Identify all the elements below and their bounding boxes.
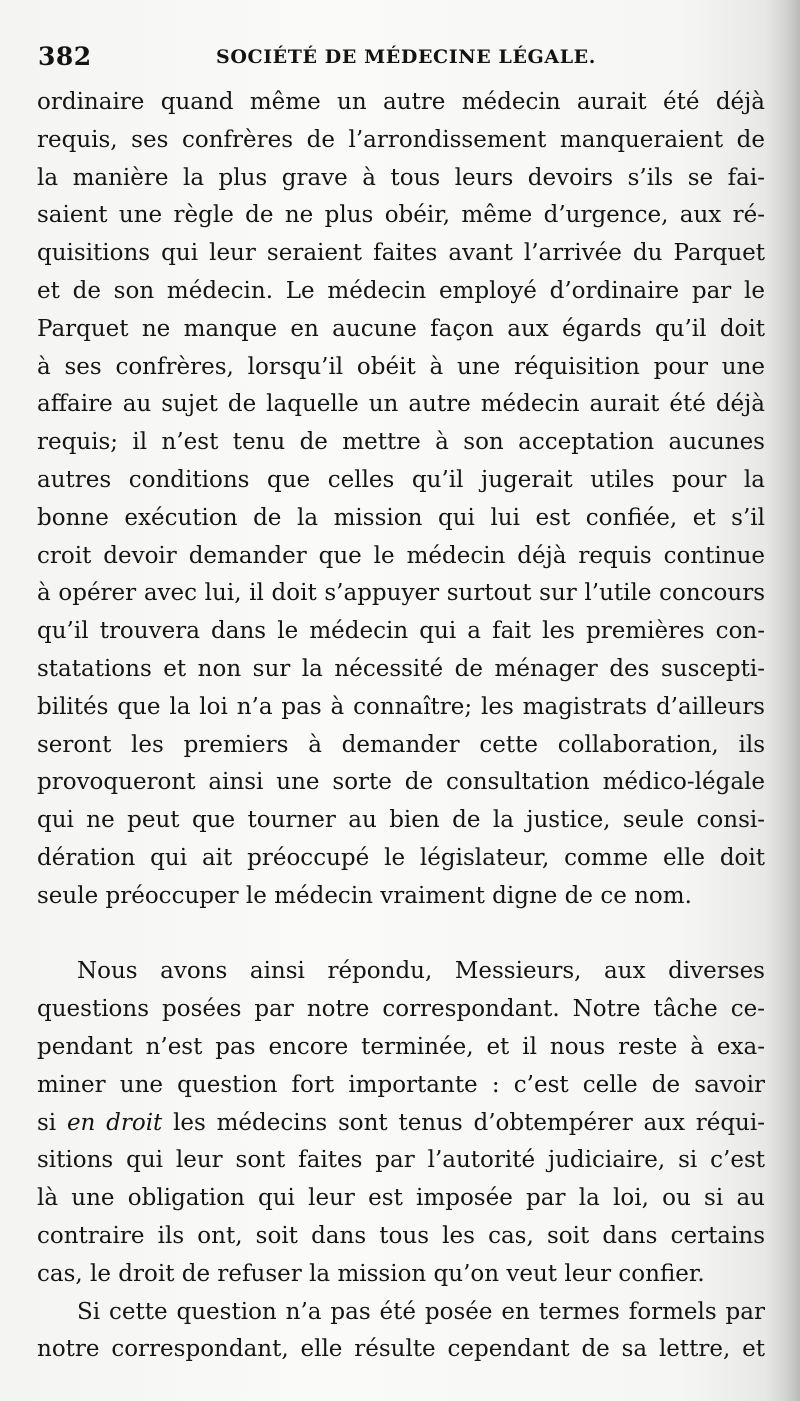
text-line: croit devoir demander que le médecin déjà requis continue <box>37 542 765 569</box>
text-line: et de son médecin. Le médecin employé d’ordinaire par le <box>37 277 765 304</box>
text-line: ordinaire quand même un autre médecin aurait été déjà <box>37 89 765 115</box>
text-line: miner une question fort importante : c’est celle de savoir <box>37 1071 765 1098</box>
running-head: SOCIÉTÉ DE MÉDECINE LÉGALE. <box>216 46 596 68</box>
text-line: requis; il n’est tenu de mettre à son acceptation aucunes <box>37 429 765 456</box>
text-line: à ses confrères, lorsqu’il obéit à une réquisition pour une <box>37 353 765 380</box>
text-line: notre correspondant, elle résulte cependant de sa lettre, et <box>37 1336 765 1363</box>
text-line: affaire au sujet de laquelle un autre médecin aurait été déjà <box>37 391 765 418</box>
text-line: provoqueront ainsi une sorte de consultation médico-légale <box>37 769 765 796</box>
text-line: saient une règle de ne plus obéir, même d’urgence, aux ré- <box>37 202 765 229</box>
paragraph <box>37 953 765 1293</box>
paragraph <box>37 84 765 916</box>
text-line: la manière la plus grave à tous leurs devoirs s’ils se fai- <box>37 164 765 191</box>
text-line: à opérer avec lui, il doit s’appuyer surtout sur l’utile concours <box>37 580 765 607</box>
text-line: Nous avons ainsi répondu, Messieurs, aux diverses <box>77 958 765 985</box>
text-line: si en droit les médecins sont tenus d’obtempérer aux réqui- <box>37 1109 765 1136</box>
page-header <box>38 42 768 76</box>
text-line: qui ne peut que tourner au bien de la justice, seule consi- <box>37 807 765 834</box>
body-text <box>37 84 765 1369</box>
text-line: qu’il trouvera dans le médecin qui a fait les premières con- <box>37 618 765 645</box>
text-line: questions posées par notre correspondant. Notre tâche ce- <box>37 996 765 1023</box>
text-line: requis, ses confrères de l’arrondissement manqueraient de <box>37 126 765 153</box>
text-line: contraire ils ont, soit dans tous les cas, soit dans certains <box>37 1222 765 1249</box>
text-line: quisitions qui leur seraient faites avant l’arrivée du Parquet <box>37 240 765 267</box>
paragraph <box>37 1294 765 1370</box>
text-line: dération qui ait préoccupé le législateur, comme elle doit <box>37 844 765 871</box>
paragraph-gap <box>37 916 765 954</box>
text-line: cas, le droit de refuser la mission qu’on veut leur confier. <box>37 1260 705 1287</box>
text-line: seule préoccuper le médecin vraiment digne de ce nom. <box>37 882 692 909</box>
text-line: autres conditions que celles qu’il jugerait utiles pour la <box>37 466 765 493</box>
text-line: bonne exécution de la mission qui lui est confiée, et s’il <box>37 504 765 531</box>
text-line: bilités que la loi n’a pas à connaître; les magistrats d’ailleurs <box>37 693 765 720</box>
text-line: Parquet ne manque en aucune façon aux égards qu’il doit <box>37 315 765 342</box>
text-line: statations et non sur la nécessité de ménager des suscepti- <box>37 655 765 682</box>
text-line: seront les premiers à demander cette collaboration, ils <box>37 731 765 758</box>
text-line: Si cette question n’a pas été posée en termes formels par <box>77 1298 765 1325</box>
page-number: 382 <box>38 42 92 71</box>
text-line: pendant n’est pas encore terminée, et il nous reste à exa- <box>37 1033 765 1060</box>
text-line: là une obligation qui leur est imposée par la loi, ou si au <box>37 1185 765 1212</box>
page-gutter-shadow <box>766 0 800 1401</box>
text-line: sitions qui leur sont faites par l’autorité judiciaire, si c’est <box>37 1147 765 1174</box>
